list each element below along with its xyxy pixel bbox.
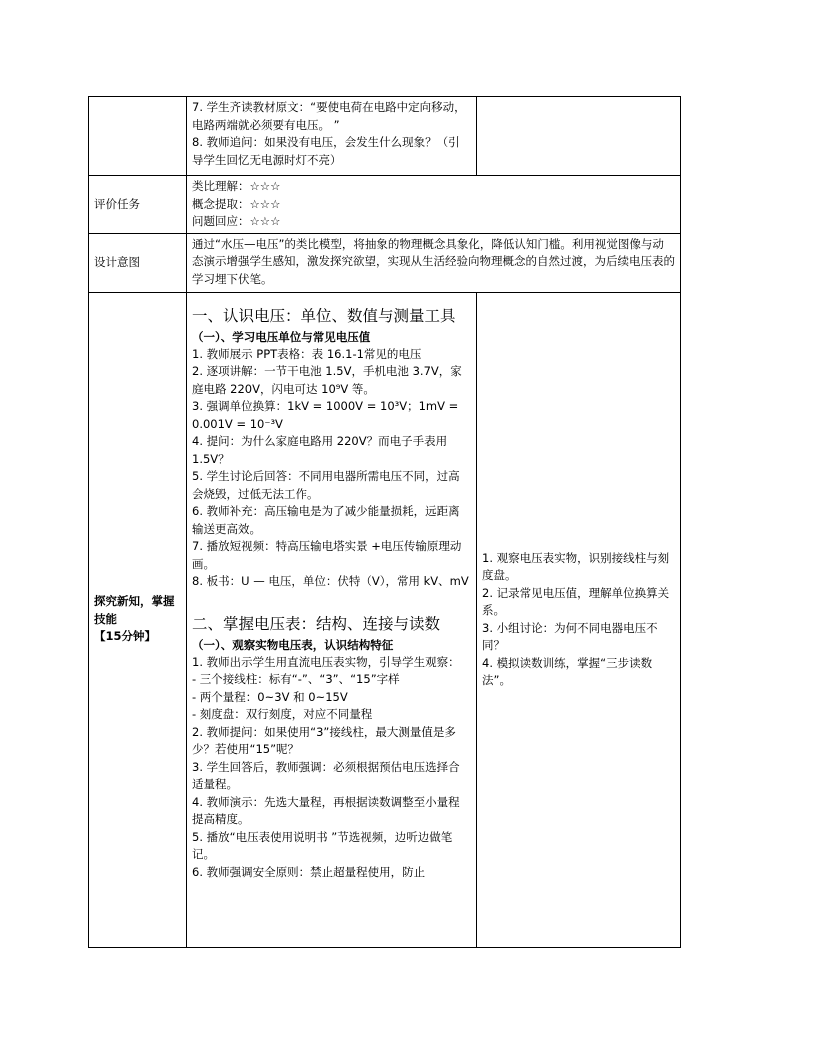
rating-item: 问题回应：☆☆☆ — [192, 214, 281, 228]
section1-subheading: （一）、学习电压单位与常见电压值 — [192, 329, 371, 344]
list-item: 7. 播放短视频：特高压输电塔实景 +电压传输原理动画。 — [192, 539, 462, 571]
list-item: 2. 教师提问：如果使用“3”接线柱，最大测量值是多少？若使用“15”呢？ — [192, 724, 456, 756]
list-item: 2. 记录常见电压值，理解单位换算关系。 — [482, 585, 670, 617]
lesson-plan-table — [88, 96, 681, 948]
row-label-design: 设计意图 — [89, 233, 187, 292]
empty-cell — [477, 97, 681, 176]
section2-heading: 二、掌握电压表：结构、连接与读数 — [192, 614, 441, 633]
design-text: 通过“水压—电压”的类比模型，将抽象的物理概念具象化，降低认知门槛。利用视觉图像与动态演示增强学生感知，激发探究欲望，实现从生活经验向物理概念的自然过渡，为后续电压表的学习埋下伏笔。 — [192, 236, 675, 286]
row-label-explore — [89, 292, 187, 947]
list-item: - 刻度盘：双行刻度，对应不同量程 — [192, 707, 373, 721]
list-item: 8. 板书：U — 电压，单位：伏特（V），常用 kV、mV — [192, 574, 469, 588]
design-content — [187, 233, 681, 292]
list-item: 3. 小组讨论：为何不同电器电压不同？ — [482, 620, 658, 652]
list-item: - 三个接线柱：标有“-”、“3”、“15”字样 — [192, 672, 400, 686]
row-label-empty — [89, 97, 187, 176]
continuation-content — [187, 97, 477, 176]
list-item: 1. 教师出示学生用直流电压表实物，引导学生观察： — [192, 654, 460, 669]
list-item: 5. 播放“电压表使用说明书 ”节选视频，边听边做笔记。 — [192, 829, 453, 861]
list-item: 5. 学生讨论后回答：不同用电器所需电压不同，过高会烧毁，过低无法工作。 — [192, 469, 460, 501]
student-activities — [477, 292, 681, 947]
list-item: 6. 教师强调安全原则：禁止超量程使用，防止 — [192, 864, 426, 879]
rating-item: 概念提取：☆☆☆ — [192, 196, 281, 211]
list-item: 6. 教师补充：高压输电是为了减少能量损耗，远距离输送更高效。 — [192, 504, 460, 536]
list-item: 2. 逐项讲解：一节干电池 1.5V，手机电池 3.7V，家庭电路 220V，闪电可达 10⁹V 等。 — [192, 364, 462, 396]
list-item: 3. 学生回答后，教师强调：必须根据预估电压选择合适量程。 — [192, 759, 460, 791]
list-item: 7. 学生齐读教材原文：“要使电荷在电路中定向移动，电路两端就必须要有电压。 ” — [192, 100, 466, 132]
rating-item: 类比理解：☆☆☆ — [192, 179, 281, 193]
section2-subheading: （一）、观察实物电压表，认识结构特征 — [192, 637, 394, 652]
table-row-evaluation — [89, 176, 681, 234]
list-item: 1. 观察电压表实物，识别接线柱与刻度盘。 — [482, 550, 670, 582]
list-item: - 两个量程：0~3V 和 0~15V — [192, 689, 348, 704]
explore-content — [187, 292, 477, 947]
table-row-explore — [89, 292, 681, 947]
evaluation-content — [187, 176, 681, 234]
table-row-continuation — [89, 97, 681, 176]
list-item: 4. 教师演示：先选大量程，再根据读数调整至小量程提高精度。 — [192, 794, 460, 826]
explore-label-title: 探究新知，掌握技能 — [94, 594, 175, 626]
list-item: 4. 提问：为什么家庭电路用 220V？而电子手表用 1.5V？ — [192, 434, 448, 466]
explore-label-duration: 【15分钟】 — [94, 629, 157, 644]
list-item: 8. 教师追问：如果没有电压，会发生什么现象？（引导学生回忆无电源时灯不亮） — [192, 135, 460, 167]
row-label-evaluation: 评价任务 — [89, 176, 187, 234]
table-row-design — [89, 233, 681, 292]
list-item: 4. 模拟读数训练，掌握“三步读数法”。 — [482, 655, 653, 687]
list-item: 3. 强调单位换算：1kV = 1000V = 10³V；1mV = 0.001V = 10⁻³V — [192, 399, 459, 431]
list-item: 1. 教师展示 PPT表格：表 16.1-1常见的电压 — [192, 346, 422, 361]
section1-heading: 一、认识电压：单位、数值与测量工具 — [192, 306, 456, 325]
